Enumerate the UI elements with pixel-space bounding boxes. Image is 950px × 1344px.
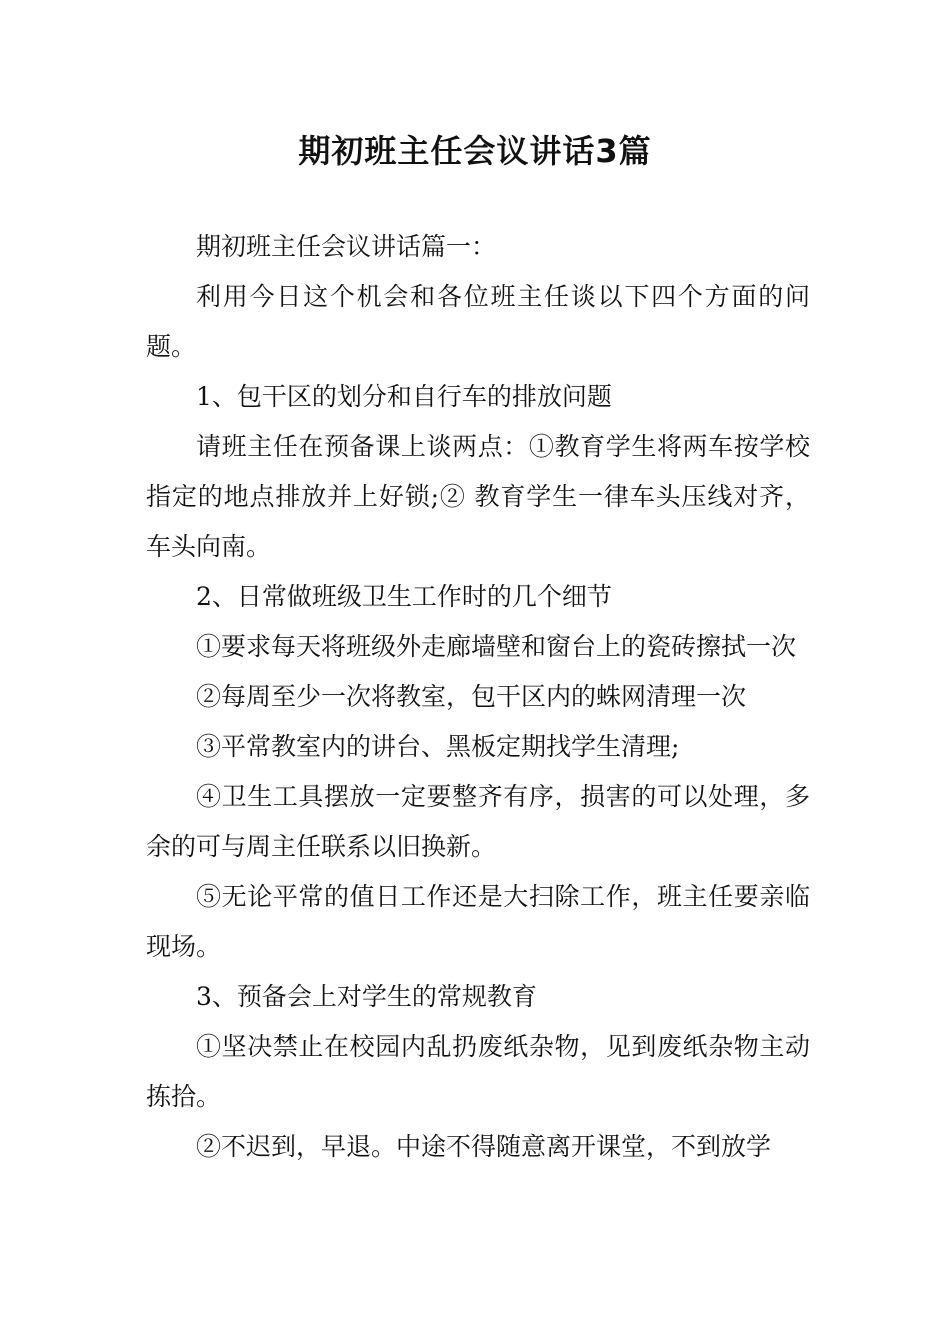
section-heading: 3、预备会上对学生的常规教育 xyxy=(196,982,537,1011)
list-item: ③平常教室内的讲台、黑板定期找学生清理; xyxy=(196,732,680,761)
list-item: ②不迟到，早退。中途不得随意离开课堂，不到放学 xyxy=(196,1132,772,1161)
paragraph: 请班主任在预备课上谈两点：①教育学生将两车按学校指定的地点排放并上好锁;② 教育学生一律车头压线对齐，车头向南。 xyxy=(146,432,810,561)
paragraph: 期初班主任会议讲话篇一： xyxy=(196,232,497,261)
list-item: ①要求每天将班级外走廊墙壁和窗台上的瓷砖擦拭一次 xyxy=(196,632,797,661)
section-heading: 1、包干区的划分和自行车的排放问题 xyxy=(196,382,612,411)
paragraph: 利用今日这个机会和各位班主任谈以下四个方面的问题。 xyxy=(146,282,810,361)
list-item: ⑤无论平常的值日工作还是大扫除工作，班主任要亲临现场。 xyxy=(146,882,810,961)
section-heading: 2、日常做班级卫生工作时的几个细节 xyxy=(196,582,612,611)
list-item: ④卫生工具摆放一定要整齐有序，损害的可以处理，多余的可与周主任联系以旧换新。 xyxy=(146,782,810,861)
list-item: ②每周至少一次将教室，包干区内的蛛网清理一次 xyxy=(196,682,747,711)
document-title: 期初班主任会议讲话3篇 xyxy=(298,132,652,170)
document-body xyxy=(146,222,810,1172)
list-item: ①坚决禁止在校园内乱扔废纸杂物，见到废纸杂物主动拣拾。 xyxy=(146,1032,810,1111)
